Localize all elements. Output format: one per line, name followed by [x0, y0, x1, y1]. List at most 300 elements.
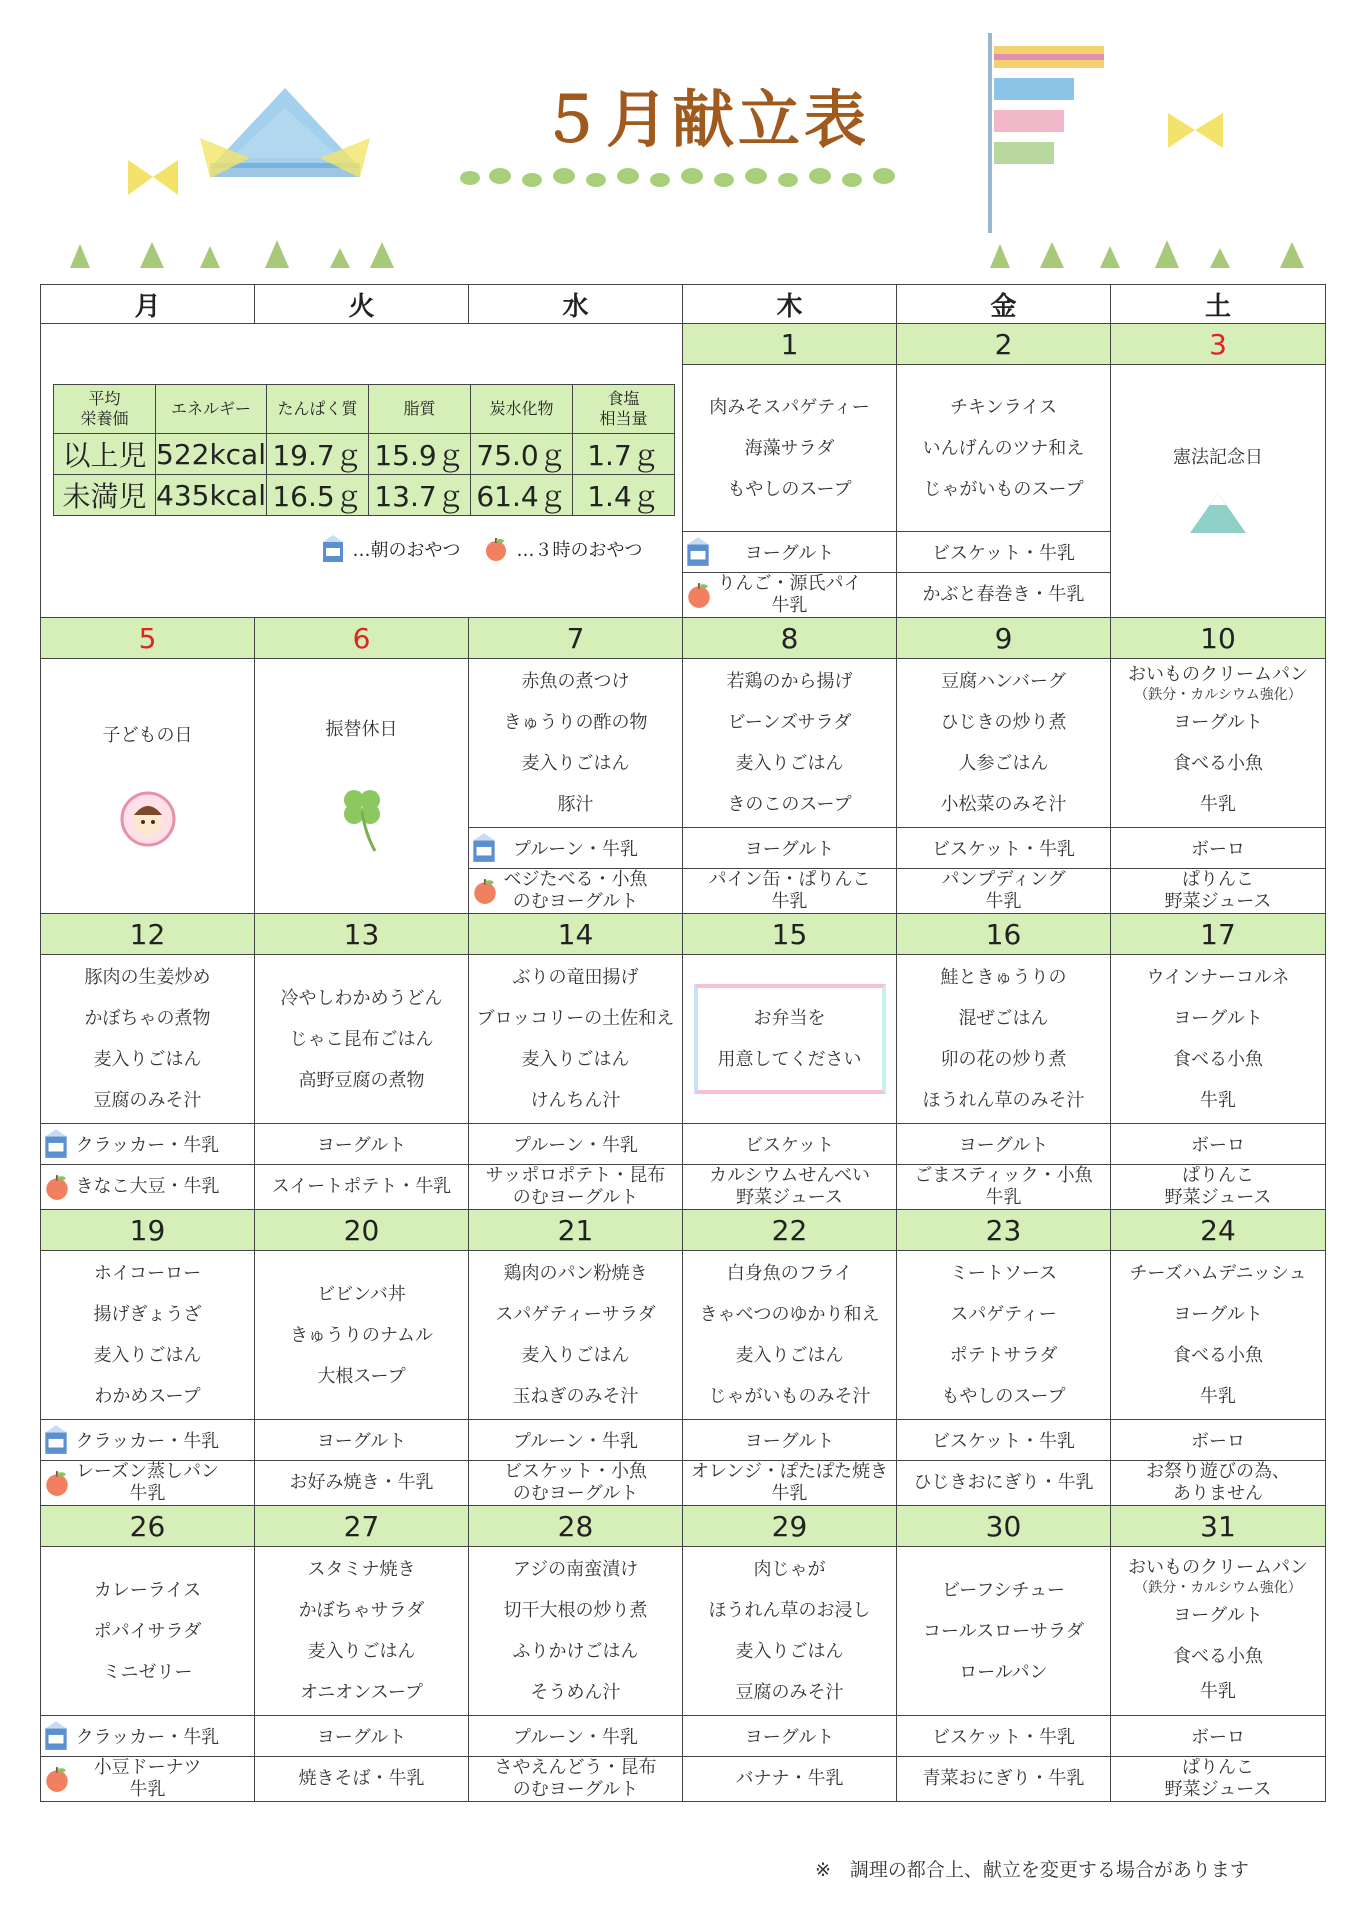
snack-label: 牛乳: [985, 891, 1022, 912]
snack-label: きなこ大豆・牛乳: [75, 1176, 220, 1197]
dish: ブロッコリーの土佐和え: [476, 1008, 675, 1029]
bento-notice: [694, 984, 886, 1094]
morning-snack-cell: [897, 532, 1111, 573]
lunch-cell: [683, 659, 897, 828]
snack-label: バナナ・牛乳: [735, 1768, 844, 1789]
dish: 牛乳: [1200, 1386, 1236, 1407]
afternoon-snack-cell: [41, 1757, 255, 1802]
afternoon-snack-cell: [255, 1165, 469, 1210]
morning-snack-cell: [1111, 1124, 1326, 1165]
dish: ほうれん草のみそ汁: [922, 1090, 1085, 1111]
milk-carton-icon: [43, 1720, 69, 1752]
snack-label: 牛乳: [771, 891, 808, 912]
afternoon-snack-cell: [469, 1461, 683, 1506]
date-cell: 27: [255, 1506, 469, 1547]
afternoon-snack-cell: [897, 1165, 1111, 1210]
dish: 鶏肉のパン粉焼き: [503, 1263, 648, 1284]
dish: ミートソース: [949, 1263, 1058, 1284]
dish: 牛乳: [1200, 1681, 1236, 1702]
afternoon-snack-cell: [683, 1165, 897, 1210]
nutrition-cell: 未満児: [54, 475, 156, 516]
snack-label: ビスケット・牛乳: [931, 1727, 1076, 1748]
lunch-cell: [1111, 955, 1326, 1124]
morning-snack-cell: [255, 1716, 469, 1757]
dish: 豆腐のみそ汁: [93, 1090, 202, 1111]
dish: 赤魚の煮つけ: [521, 671, 630, 692]
lunch-cell: [255, 955, 469, 1124]
afternoon-snack-cell: [683, 573, 897, 618]
morning-snack-cell: [255, 1124, 469, 1165]
snack-label: りんご・源氏パイ: [717, 573, 862, 594]
snack-label: 青菜おにぎり・牛乳: [922, 1768, 1085, 1789]
snack-label: プルーン・牛乳: [513, 1135, 638, 1156]
dish: 肉みそスパゲティー: [709, 396, 870, 418]
dish: 切干大根の炒り煮: [503, 1600, 648, 1621]
holiday-cell: [41, 659, 255, 914]
snack-label: ぱりんこ: [1182, 1757, 1254, 1778]
dish: ポテトサラダ: [949, 1345, 1058, 1366]
legend-afternoon: …３時のおやつ: [516, 540, 643, 561]
morning-snack-cell: [1111, 1716, 1326, 1757]
nutrition-cell: 1.4ｇ: [573, 475, 675, 516]
snack-label: プルーン・牛乳: [513, 1727, 638, 1748]
dish: 麦入りごはん: [735, 1345, 844, 1366]
apple-icon: [483, 536, 509, 562]
afternoon-snack-cell: [469, 1165, 683, 1210]
dish: 海藻サラダ: [744, 437, 835, 459]
snack-label: カルシウムせんべい: [708, 1165, 870, 1186]
snack-label: パイン缶・ぱりんこ: [708, 869, 871, 890]
nutrition-cell: 435kcal: [156, 475, 267, 516]
afternoon-snack-cell: [897, 573, 1111, 618]
lunch-cell: [469, 1547, 683, 1716]
weekday-mon: 月: [41, 285, 255, 324]
dish-note: （鉄分・カルシウム強化）: [1134, 1580, 1302, 1596]
snack-label: のむヨーグルト: [512, 1187, 639, 1208]
dish: 食べる小魚: [1173, 1646, 1263, 1667]
afternoon-snack-cell: [683, 869, 897, 914]
nutrition-header: 食塩 相当量: [573, 385, 675, 434]
bento-line: 用意してください: [717, 1049, 862, 1070]
dish: 豚汁: [557, 794, 594, 815]
weekday-sat: 土: [1111, 285, 1326, 324]
snack-label: 野菜ジュース: [736, 1187, 843, 1208]
morning-snack-cell: [41, 1716, 255, 1757]
date-cell: 5: [41, 618, 255, 659]
dish: けんちん汁: [530, 1090, 621, 1111]
butterfly-icon: [1168, 108, 1223, 153]
milk-carton-icon: [685, 536, 711, 568]
morning-snack-cell: [1111, 828, 1326, 869]
date-cell: 9: [897, 618, 1111, 659]
child-face-icon: [120, 791, 176, 847]
milk-carton-icon: [43, 1128, 69, 1160]
nutrition-header: たんぱく質: [267, 385, 369, 434]
morning-snack-cell: [255, 1420, 469, 1461]
dish: きゅうりの酢の物: [503, 712, 648, 733]
snack-label: サッポロポテト・昆布: [485, 1165, 666, 1186]
weekday-header: [41, 285, 1326, 324]
morning-snack-cell: [897, 828, 1111, 869]
lunch-cell: [897, 659, 1111, 828]
morning-snack-cell: [683, 532, 897, 573]
nutrition-header: エネルギー: [156, 385, 267, 434]
dish: カレーライス: [93, 1579, 202, 1601]
afternoon-snack-cell: [41, 1461, 255, 1506]
lunch-cell: [469, 955, 683, 1124]
dish: 食べる小魚: [1173, 1345, 1263, 1366]
lunch-cell: [897, 365, 1111, 532]
afternoon-snack-cell: [1111, 1461, 1326, 1506]
snack-label: クラッカー・牛乳: [75, 1135, 220, 1156]
nutrition-cell: 16.5ｇ: [267, 475, 369, 516]
dish: スタミナ焼き: [307, 1559, 416, 1580]
date-cell: 14: [469, 914, 683, 955]
clover-icon: [337, 783, 387, 853]
snack-label: 野菜ジュース: [1164, 891, 1272, 912]
nutrition-cell: 1.7ｇ: [573, 434, 675, 475]
morning-snack-cell: [469, 1716, 683, 1757]
date-cell: 19: [41, 1210, 255, 1251]
snack-label: ヨーグルト: [316, 1431, 407, 1452]
dish: ヨーグルト: [1173, 1304, 1263, 1325]
dish: ふりかけごはん: [512, 1641, 639, 1662]
dish: ポパイサラダ: [93, 1620, 202, 1642]
date-cell: 7: [469, 618, 683, 659]
menu-table: [40, 284, 1326, 1802]
snack-label: レーズン蒸しパン: [75, 1461, 220, 1482]
snack-label: 野菜ジュース: [1164, 1779, 1272, 1800]
snack-label: パンプディング: [941, 869, 1066, 890]
snack-label: 牛乳: [129, 1483, 166, 1504]
mount-fuji-icon: [1188, 491, 1248, 535]
nutrition-table: [53, 384, 675, 516]
lunch-cell: [1111, 659, 1326, 828]
snack-label: ごまスティック・小魚: [914, 1165, 1093, 1186]
milk-carton-icon: [43, 1424, 69, 1456]
dish: チーズハムデニッシュ: [1129, 1263, 1307, 1284]
lunch-cell: [1111, 1251, 1326, 1420]
snack-label: ヨーグルト: [958, 1135, 1049, 1156]
dish: 白身魚のフライ: [726, 1263, 853, 1284]
lunch-cell: [469, 1251, 683, 1420]
lunch-cell: [255, 1251, 469, 1420]
date-cell: 30: [897, 1506, 1111, 1547]
snack-label: ヨーグルト: [744, 1727, 835, 1748]
snack-label: ヨーグルト: [744, 839, 835, 860]
dish: ロールパン: [959, 1661, 1048, 1683]
snack-label: 牛乳: [985, 1187, 1022, 1208]
page-title: ５月献立表: [540, 83, 871, 156]
nutrition-cell: 15.9ｇ: [369, 434, 471, 475]
date-cell: 12: [41, 914, 255, 955]
dish: ほうれん草のお浸し: [708, 1600, 871, 1621]
dish: 高野豆腐の煮物: [298, 1069, 425, 1091]
dish: ホイコーロー: [93, 1263, 202, 1284]
dish: いんげんのツナ和え: [922, 437, 1085, 459]
snack-label: オレンジ・ぽたぽた焼き: [690, 1461, 889, 1482]
lunch-cell: [41, 955, 255, 1124]
snack-label: ビスケット・牛乳: [931, 839, 1076, 860]
snack-label: ボーロ: [1191, 1727, 1245, 1748]
apple-icon: [43, 1173, 71, 1201]
lunch-cell: [469, 659, 683, 828]
lunch-cell: [683, 365, 897, 532]
dish: スパゲティーサラダ: [495, 1304, 656, 1325]
footer-note: ※ 調理の都合上、献立を変更する場合があります: [815, 1859, 1249, 1881]
afternoon-snack-cell: [897, 1757, 1111, 1802]
afternoon-snack-cell: [469, 1757, 683, 1802]
dish: 食べる小魚: [1173, 1049, 1263, 1070]
snack-label: かぶと春巻き・牛乳: [922, 584, 1085, 605]
dish: 牛乳: [1200, 1090, 1236, 1111]
date-cell: 22: [683, 1210, 897, 1251]
lunch-cell: [41, 1547, 255, 1716]
snack-label: ヨーグルト: [744, 1431, 835, 1452]
lunch-cell: [1111, 1547, 1326, 1716]
snack-label: 牛乳: [129, 1779, 166, 1800]
dish: オニオンスープ: [300, 1682, 423, 1703]
afternoon-snack-cell: [469, 869, 683, 914]
lunch-cell: [683, 1251, 897, 1420]
nutrition-header: 脂質: [369, 385, 471, 434]
dish: ビーフシチュー: [941, 1579, 1066, 1601]
morning-snack-cell: [897, 1716, 1111, 1757]
morning-snack-cell: [683, 1420, 897, 1461]
date-cell: 28: [469, 1506, 683, 1547]
snack-label: ヨーグルト: [744, 543, 835, 564]
snack-label: ビスケット・小魚: [503, 1461, 648, 1482]
bento-line: お弁当を: [753, 1008, 826, 1029]
date-cell: 3: [1111, 324, 1326, 365]
lunch-cell: [897, 955, 1111, 1124]
lunch-cell: [41, 1251, 255, 1420]
dish: 麦入りごはん: [735, 753, 844, 774]
dish: ヨーグルト: [1173, 711, 1263, 733]
morning-snack-cell: [1111, 1420, 1326, 1461]
dish: じゃこ昆布ごはん: [289, 1028, 434, 1050]
dish: おいものクリームパン: [1128, 1557, 1308, 1578]
morning-snack-cell: [683, 1716, 897, 1757]
date-cell: 29: [683, 1506, 897, 1547]
holiday-cell: [1111, 365, 1326, 618]
afternoon-snack-cell: [683, 1461, 897, 1506]
snack-label: ありません: [1173, 1483, 1263, 1504]
dish: 豚肉の生姜炒め: [84, 967, 211, 988]
snack-label: プルーン・牛乳: [513, 839, 638, 860]
holiday-note: 憲法記念日: [1173, 446, 1263, 468]
snack-label: ボーロ: [1191, 1431, 1245, 1452]
snack-label: 焼きそば・牛乳: [298, 1768, 425, 1789]
snack-label: のむヨーグルト: [512, 891, 639, 912]
morning-snack-cell: [469, 1420, 683, 1461]
dish: ヨーグルト: [1173, 1008, 1263, 1029]
nutrition-header: 平均 栄養価: [54, 385, 156, 434]
date-cell: 2: [897, 324, 1111, 365]
dish: 麦入りごはん: [521, 1345, 630, 1366]
afternoon-snack-cell: [897, 869, 1111, 914]
weekday-tue: 火: [255, 285, 469, 324]
morning-snack-cell: [897, 1124, 1111, 1165]
snack-label: ボーロ: [1191, 839, 1245, 860]
dish: スパゲティー: [950, 1304, 1057, 1325]
afternoon-snack-cell: [1111, 1757, 1326, 1802]
date-cell: 23: [897, 1210, 1111, 1251]
dish: 鮭ときゅうりの: [940, 967, 1067, 988]
dish: ビーンズサラダ: [727, 712, 852, 733]
snack-label: ぱりんこ: [1182, 869, 1254, 890]
grass-icon: [60, 232, 400, 270]
date-cell: 6: [255, 618, 469, 659]
afternoon-snack-cell: [255, 1757, 469, 1802]
kabuto-helmet-icon: [190, 78, 380, 188]
dish: 牛乳: [1200, 793, 1236, 815]
lunch-cell: [897, 1251, 1111, 1420]
morning-snack-cell: [683, 828, 897, 869]
snack-label: ひじきおにぎり・牛乳: [913, 1472, 1094, 1493]
snack-label: スイートポテト・牛乳: [271, 1176, 452, 1197]
weekday-wed: 水: [469, 285, 683, 324]
snack-label: クラッカー・牛乳: [75, 1431, 220, 1452]
koinobori-icon: [980, 28, 1120, 238]
dish: 混ぜごはん: [958, 1008, 1049, 1029]
holiday-cell: [255, 659, 469, 914]
dish: きゃべつのゆかり和え: [699, 1304, 880, 1325]
dish: 麦入りごはん: [521, 1049, 630, 1070]
afternoon-snack-cell: [41, 1165, 255, 1210]
date-cell: 15: [683, 914, 897, 955]
date-cell: 13: [255, 914, 469, 955]
milk-carton-icon: [471, 832, 497, 864]
dish: 小松菜のみそ汁: [940, 794, 1067, 815]
dish: 肉じゃが: [753, 1559, 826, 1580]
dish: チキンライス: [949, 396, 1058, 418]
dish: 若鶏のから揚げ: [726, 671, 853, 692]
morning-snack-cell: [41, 1124, 255, 1165]
weekday-fri: 金: [897, 285, 1111, 324]
snack-label: 小豆ドーナツ: [93, 1757, 202, 1778]
dish: 豆腐ハンバーグ: [941, 671, 1066, 692]
holiday-note: 子どもの日: [102, 724, 193, 746]
date-cell: 21: [469, 1210, 683, 1251]
morning-snack-cell: [469, 1124, 683, 1165]
apple-icon: [471, 877, 499, 905]
date-cell: 20: [255, 1210, 469, 1251]
weekday-thu: 木: [683, 285, 897, 324]
snack-label: ビスケット: [744, 1135, 835, 1156]
snack-label: ヨーグルト: [316, 1135, 407, 1156]
morning-snack-cell: [469, 828, 683, 869]
dish: 冷やしわかめうどん: [280, 987, 443, 1009]
bento-cell: [683, 955, 897, 1124]
dish: 豆腐のみそ汁: [735, 1682, 844, 1703]
dish: アジの南蛮漬け: [512, 1559, 639, 1580]
snack-label: 野菜ジュース: [1164, 1187, 1272, 1208]
lunch-cell: [897, 1547, 1111, 1716]
nutrition-cell: 61.4ｇ: [471, 475, 573, 516]
nutrition-cell: 以上児: [54, 434, 156, 475]
date-cell: 17: [1111, 914, 1326, 955]
snack-label: プルーン・牛乳: [513, 1431, 638, 1452]
milk-carton-icon: [321, 534, 345, 564]
dish: ヨーグルト: [1173, 1605, 1263, 1626]
dish: コールスローサラダ: [923, 1620, 1084, 1642]
dish: わかめスープ: [94, 1386, 201, 1407]
dish: そうめん汁: [530, 1682, 621, 1703]
date-cell: 1: [683, 324, 897, 365]
dish: ミニゼリー: [102, 1661, 193, 1683]
snack-label: ヨーグルト: [316, 1727, 407, 1748]
date-cell: 31: [1111, 1506, 1326, 1547]
dish: もやしのスープ: [727, 478, 852, 500]
snack-label: ぱりんこ: [1182, 1165, 1254, 1186]
dish: 卯の花の炒り煮: [940, 1049, 1067, 1070]
dish: ひじきの炒り煮: [940, 712, 1067, 733]
dish: 揚げぎょうざ: [93, 1304, 202, 1325]
nutrition-cell: 75.0ｇ: [471, 434, 573, 475]
snack-label: ボーロ: [1191, 1135, 1245, 1156]
date-cell: 24: [1111, 1210, 1326, 1251]
dish: かぼちゃの煮物: [84, 1008, 211, 1029]
holiday-note: 振替休日: [325, 718, 398, 740]
snack-label: ベジたべる・小魚: [503, 869, 648, 890]
snack-label: 牛乳: [771, 595, 808, 616]
leaf-garland-icon: [460, 162, 900, 194]
morning-snack-cell: [683, 1124, 897, 1165]
afternoon-snack-cell: [1111, 1165, 1326, 1210]
apple-icon: [43, 1765, 71, 1793]
dish: じゃがいものスープ: [923, 478, 1084, 500]
snack-label: ビスケット・牛乳: [931, 1431, 1076, 1452]
dish: 麦入りごはん: [307, 1641, 416, 1662]
dish: 人参ごはん: [958, 753, 1049, 774]
afternoon-snack-cell: [897, 1461, 1111, 1506]
dish: ビビンバ丼: [317, 1283, 406, 1305]
dish: 麦入りごはん: [93, 1049, 202, 1070]
snack-label: のむヨーグルト: [512, 1779, 639, 1800]
snack-label: さやえんどう・昆布: [494, 1757, 657, 1778]
dish: じゃがいものみそ汁: [708, 1386, 871, 1407]
dish: 食べる小魚: [1173, 752, 1263, 774]
apple-icon: [43, 1469, 71, 1497]
snack-label: クラッカー・牛乳: [75, 1727, 220, 1748]
snack-label: ビスケット・牛乳: [931, 543, 1076, 564]
date-cell: 10: [1111, 618, 1326, 659]
nutrition-cell: 13.7ｇ: [369, 475, 471, 516]
dish: 麦入りごはん: [735, 1641, 844, 1662]
snack-label: 牛乳: [771, 1483, 808, 1504]
dish: きゅうりのナムル: [289, 1324, 434, 1346]
lunch-cell: [255, 1547, 469, 1716]
snack-label: のむヨーグルト: [512, 1483, 639, 1504]
dish: ウインナーコルネ: [1146, 967, 1290, 988]
dish: 玉ねぎのみそ汁: [512, 1386, 639, 1407]
dish: もやしのスープ: [941, 1386, 1066, 1407]
date-cell: 16: [897, 914, 1111, 955]
snack-label: お祭り遊びの為、: [1146, 1461, 1290, 1482]
dish-note: （鉄分・カルシウム強化）: [1134, 686, 1302, 703]
afternoon-snack-cell: [255, 1461, 469, 1506]
morning-snack-cell: [41, 1420, 255, 1461]
lunch-cell: [683, 1547, 897, 1716]
nutrition-cell: 19.7ｇ: [267, 434, 369, 475]
legend-morning: …朝のおやつ: [352, 540, 461, 561]
dish: 麦入りごはん: [93, 1345, 202, 1366]
nutrition-panel: [41, 324, 683, 618]
apple-icon: [685, 581, 713, 609]
nutrition-header: 炭水化物: [471, 385, 573, 434]
nutrition-cell: 522kcal: [156, 434, 267, 475]
